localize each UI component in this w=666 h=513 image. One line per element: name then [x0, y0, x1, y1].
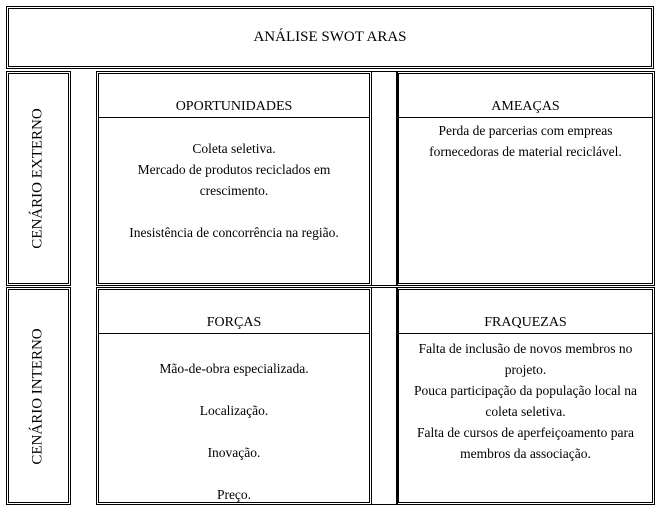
separator-bottom [371, 287, 398, 505]
quadrant-heading-strengths [99, 290, 369, 334]
row-label-external-text: CENÁRIO EXTERNO [30, 108, 46, 249]
list-item: Inovação. [207, 445, 261, 460]
row-label-internal [6, 287, 71, 505]
list-item: Falta de cursos de aperfeiçoamento para membros da associação. [416, 425, 635, 461]
list-item: Localização. [199, 403, 269, 418]
list-item: Falta de inclusão de novos membros no projeto. [418, 341, 633, 377]
quadrant-heading-threats [399, 74, 652, 118]
heading-text: AMEAÇAS [491, 99, 560, 114]
list-item: Perda de parcerias com empreas fornecedoras de material reciclável. [429, 123, 622, 159]
quadrant-heading-weaknesses [399, 290, 652, 334]
row-label-internal-text: CENÁRIO INTERNO [30, 327, 46, 465]
quadrant-opportunities [96, 71, 372, 286]
list-item: Mão-de-obra especializada. [159, 361, 309, 376]
quadrant-weaknesses [396, 287, 655, 505]
list-item: Preço. [216, 487, 252, 502]
quadrant-body-threats [399, 120, 652, 283]
list-item: Inesistência de concorrência na região. [129, 225, 339, 240]
heading-text: FRAQUEZAS [484, 315, 567, 330]
separator-top [371, 71, 398, 286]
quadrant-threats [396, 71, 655, 286]
quadrant-body-strengths [99, 358, 369, 502]
list-item: Coleta seletiva. [192, 141, 276, 156]
quadrant-body-weaknesses [399, 338, 652, 502]
row-label-external [6, 71, 71, 286]
heading-text: OPORTUNIDADES [175, 99, 293, 114]
list-item: Pouca participação da população local na coleta seletiva. [413, 383, 638, 419]
title-text: ANÁLISE SWOT ARAS [253, 29, 407, 45]
quadrant-strengths [96, 287, 372, 505]
list-item: Mercado de produtos reciclados em crescimento. [137, 162, 331, 198]
quadrant-body-opportunities [99, 138, 369, 283]
heading-text: FORÇAS [206, 315, 262, 330]
page-title [6, 6, 654, 69]
quadrant-heading-opportunities [99, 74, 369, 118]
